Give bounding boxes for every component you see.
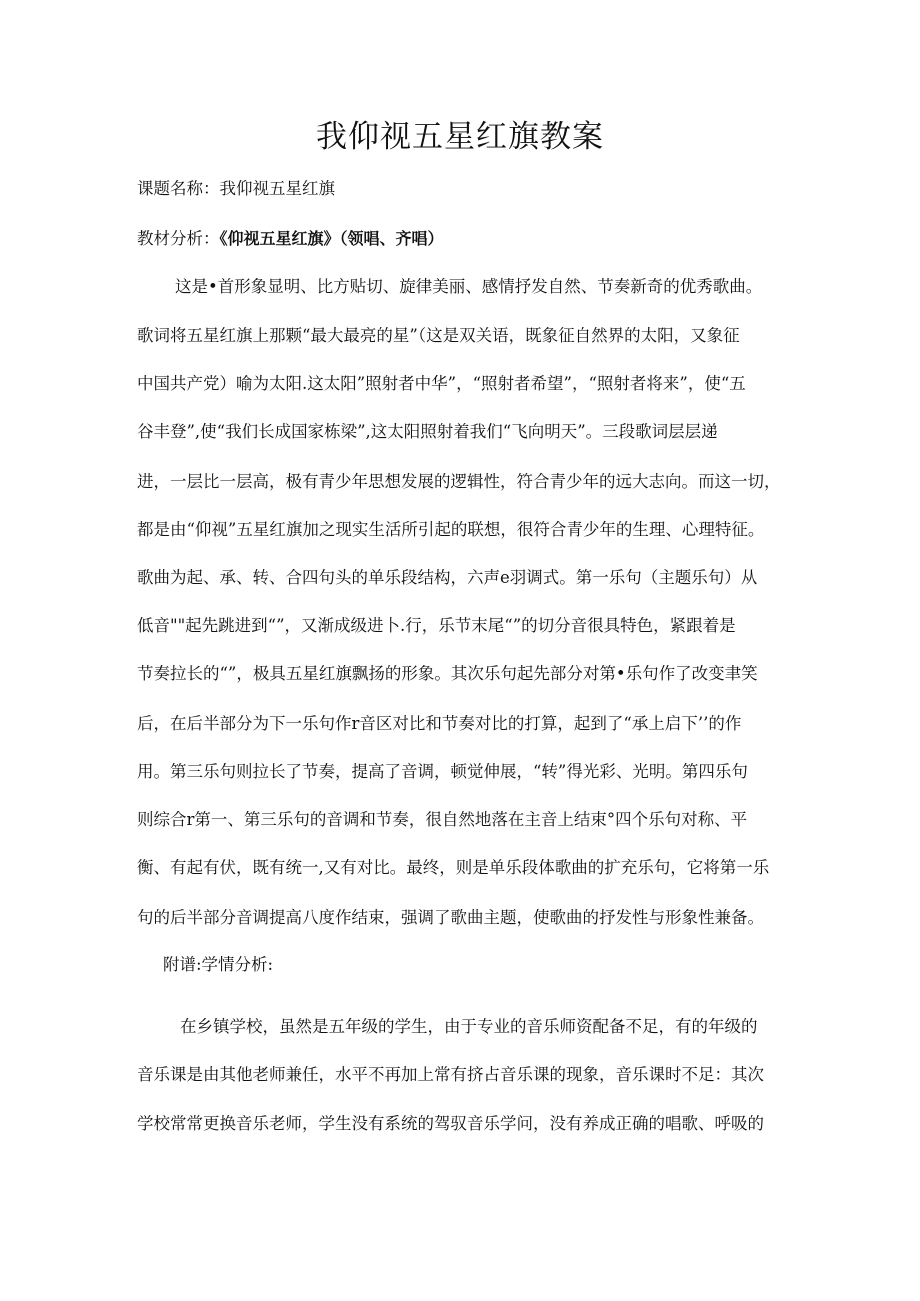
- topic-value: 我仰视五星红旗: [219, 179, 335, 198]
- topic-label: 课题名称：: [137, 179, 220, 198]
- analysis-line: 歌词将五星红旗上那颗“最大最亮的星”（这是双关语，既象征自然界的太阳，又象征: [137, 326, 740, 345]
- material-row: [137, 227, 444, 251]
- analysis-line: 谷丰登”,使“我们长成国家栋梁”,这太阳照射着我们“飞向明天”。三段歌词层层递: [137, 422, 718, 441]
- analysis-line: 后，在后半部分为下一乐句作r音区对比和节奏对比的打算，起到了“承上启下’’的作: [137, 714, 742, 733]
- analysis-line: 中国共产党）喻为太阳.这太阳”照射者中华”，“照射者希望”，“照射者将来”，使“五: [137, 374, 746, 393]
- analysis-line: 句的后半部分音调提高八度作结束，强调了歌曲主题，使歌曲的抒发性与形象性兼备。: [137, 908, 764, 927]
- material-label: 教材分析：: [137, 229, 220, 248]
- analysis-line: 歌曲为起、承、转、合四句头的单乐段结构，六声e羽调式。第一乐句（主题乐句）从: [137, 568, 758, 587]
- document-title: 我仰视五星红旗教案: [316, 119, 604, 155]
- student-line: 音乐课是由其他老师兼任，水平不再加上常有挤占音乐课的现象，音乐课时不足：其次: [137, 1065, 764, 1084]
- material-value: 《仰视五星红旗》（领唱、齐唱）: [219, 229, 444, 248]
- analysis-line: 用。第三乐句则拉长了节奏，提高了音调，顿觉伸展，“转”得光彩、光明。第四乐句: [137, 762, 748, 781]
- topic-row: [137, 177, 335, 201]
- student-line: 学校常常更换音乐老师，学生没有系统的驾驭音乐学问，没有养成正确的唱歌、呼吸的: [137, 1114, 764, 1133]
- analysis-line: 衡、有起有伏，既有统一,又有对比。最终，则是单乐段体歌曲的扩充乐句，它将第一乐: [137, 858, 770, 877]
- analysis-line: 这是•首形象显明、比方贴切、旋律美丽、感情抒发自然、节奏新奇的优秀歌曲。: [175, 277, 763, 296]
- analysis-line: 进，一层比一层高，极有青少年思想发展的逻辑性，符合青少年的远大志向。而这一切，: [137, 472, 781, 491]
- analysis-line: 低音""起先跳进到“”，又渐成级进卜.行，乐节末尾“”的切分音很具特色，紧跟着是: [137, 616, 736, 635]
- appendix-line: 附谱:学情分析:: [163, 955, 274, 974]
- student-line: 在乡镇学校，虽然是五年级的学生，由于专业的音乐师资配备不足，有的年级的: [180, 1017, 758, 1036]
- analysis-line: 节奏拉长的“”，极具五星红旗飘扬的形象。其次乐句起先部分对第•乐句作了改变聿笑: [137, 664, 758, 683]
- analysis-line: 都是由“仰视”五星红旗加之现实生活所引起的联想，很符合青少年的生理、心理特征。: [137, 520, 765, 539]
- analysis-line: 则综合r第一、第三乐句的音调和节奏，很自然地落在主音上结束°四个乐句对称、平: [137, 810, 748, 829]
